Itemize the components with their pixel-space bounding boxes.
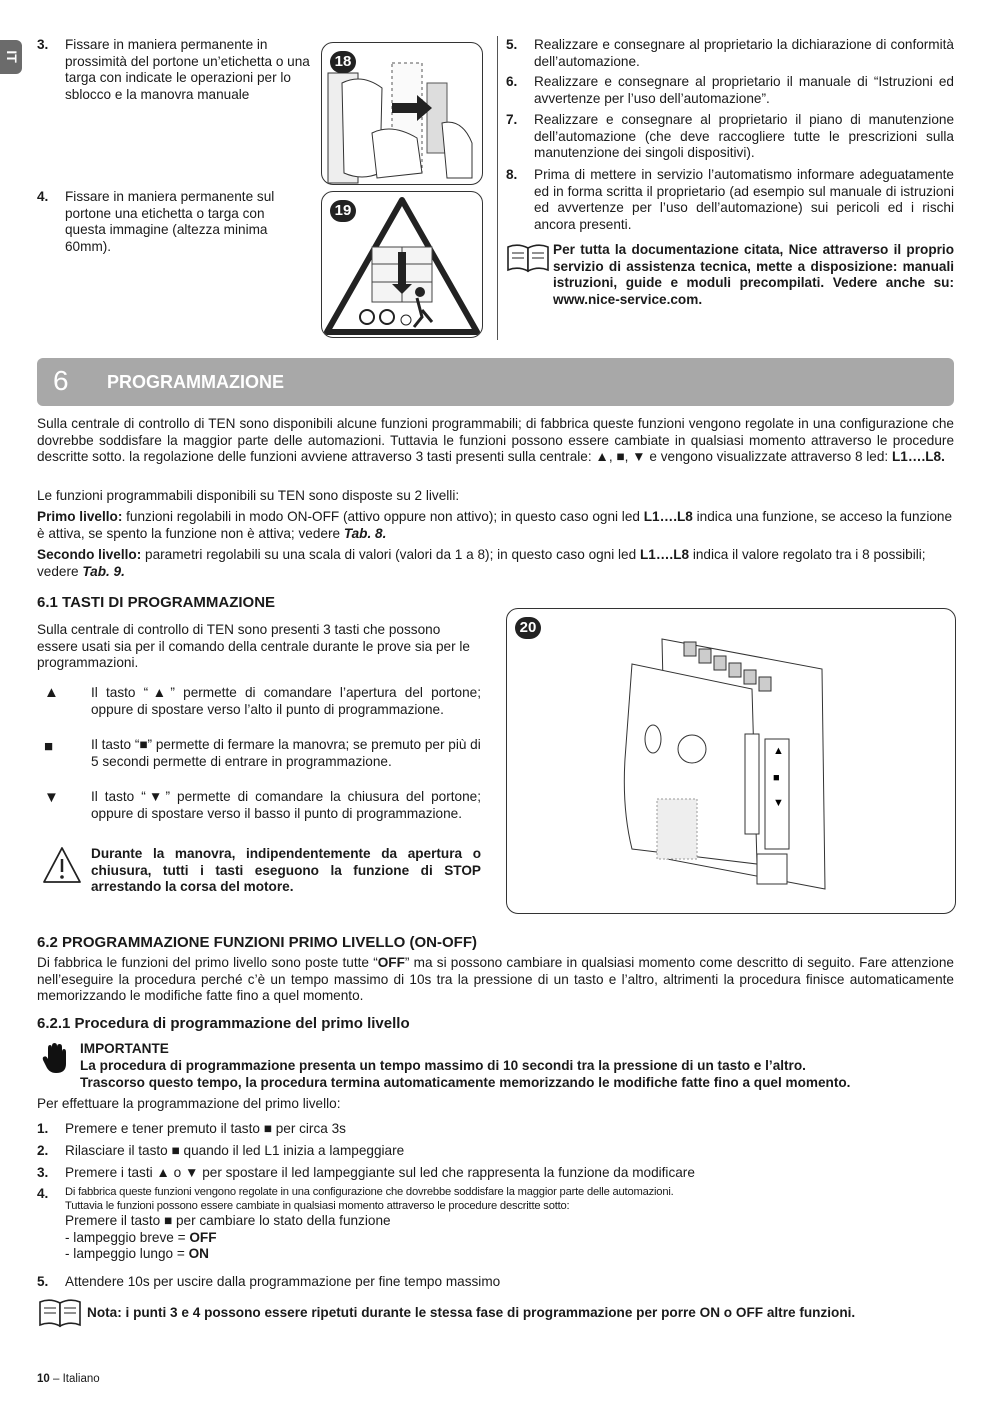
control-unit-illustration	[507, 609, 955, 913]
heading-6-2: 6.2 PROGRAMMAZIONE FUNZIONI PRIMO LIVELLO (ON-OFF)	[37, 934, 477, 951]
step-3: 3. Fissare in maniera permanente in prossimità del portone un’etichetta o una targa con indicate le operazioni per lo sblocco e la manovra manuale	[37, 37, 310, 102]
figure-18	[321, 42, 483, 185]
step-7: 7. Realizzare e consegnare al proprietario il piano di manutenzione dell’automazione (che deve raccogliere tutte le prescrizioni sulla manutenzione dei singoli dispositivi).	[506, 112, 954, 161]
figure-number: 19	[330, 200, 356, 222]
section-header: 6 PROGRAMMAZIONE	[37, 358, 954, 406]
important-line-2: Trascorso questo tempo, la procedura termina automaticamente memorizzando le modifiche fatte fino a quel momento.	[80, 1075, 851, 1090]
procedure-step-2: 2. Rilasciare il tasto ■ quando il led L1 inizia a lampeggiare	[37, 1143, 405, 1158]
intro-paragraph-1: Sulla centrale di controllo di TEN sono disponibili alcune funzioni programmabili; di fabbrica queste funzioni vengono regolate in una configurazione che dovrebbe soddisfare la maggior parte delle automazioni. Tuttavia le funzioni possono essere cambiate in qualsiasi momento attraverso le procedure descritte sotto. la regolazione delle funzioni avviene attraverso 3 tasti presenti sulla centrale: ▲, ■, ▼ e vengono visualizzate attraverso 8 led: L1….L8.	[37, 416, 954, 465]
figure-20	[506, 608, 956, 914]
down-arrow-icon: ▼	[44, 789, 59, 806]
down-key-icon: ▼	[773, 797, 784, 809]
intro-paragraph-4: Secondo livello: parametri regolabili su una scala di valori (valori da 1 a 8); in questo caso ogni led L1….L8 indica il valore regolato tra i 8 possibili; vedere Tab. 9.	[37, 547, 926, 579]
stop-key-icon: ■	[773, 772, 780, 784]
figure-19	[321, 191, 483, 338]
procedure-lead: Per effettuare la programmazione del primo livello:	[37, 1096, 341, 1111]
up-arrow-icon: ▲	[44, 684, 59, 701]
heading-6-1: 6.1 TASTI DI PROGRAMMAZIONE	[37, 594, 276, 611]
repeat-note: Nota: i punti 3 e 4 possono essere ripetuti durante le stessa fase di programmazione per porre ON o OFF altre funzioni.	[87, 1305, 856, 1320]
figure-number: 18	[330, 51, 356, 73]
documentation-note: Per tutta la documentazione citata, Nice attraverso il proprio servizio di assistenza tecnica, mette a disposizione: manuali istruzioni, guide e moduli precompilati. Vedere anche su: www.nice-service.com.	[553, 242, 954, 307]
book-icon	[38, 1298, 82, 1333]
procedure-step-4: 4. Di fabbrica queste funzioni vengono regolate in una configurazione che dovrebbe soddisfare la maggior parte delle automazioni. Tuttavia le funzioni possono essere cambiate in qualsiasi momento attraverso le procedure descritte sotto: Premere il tasto ■ per cambiare lo stato della funzione - lampeggio breve = OFF - lampeggio lungo = ON	[37, 1186, 674, 1262]
stop-warning: Durante la manovra, indipendentemente da apertura o chiusura, tutti i tasti eseguono la funzione di STOP arrestando la corsa del motore.	[91, 846, 481, 895]
important-line-1: La procedura di programmazione presenta un tempo massimo di 10 secondi tra la pressione di un tasto e l’altro.	[80, 1058, 806, 1073]
heading-6-2-1: 6.2.1 Procedura di programmazione del primo livello	[37, 1015, 410, 1032]
page-footer: 10 – Italiano	[37, 1373, 100, 1385]
s62-paragraph: Di fabbrica le funzioni del primo livello sono poste tutte “OFF” ma si possono cambiare in qualsiasi momento come descritto di seguito. Fare attenzione nell’eseguire la procedura perché c’è un tempo massimo di 10s tra la pressione di un tasto e l’altro, altrimenti la procedura finisce automaticamente memorizzando le modifiche fatte fino a quel momento.	[37, 955, 954, 1004]
key-stop-description: Il tasto “■” permette di fermare la manovra; se premuto per più di 5 secondi permette di entrare in programmazione.	[91, 737, 481, 769]
step-5: 5. Realizzare e consegnare al proprietario la dichiarazione di conformità dell’automazione.	[506, 37, 954, 69]
figure-number: 20	[515, 617, 541, 639]
up-key-icon: ▲	[773, 745, 784, 757]
intro-paragraph-3: Primo livello: funzioni regolabili in modo ON-OFF (attivo oppure non attivo); in questo caso ogni led L1….L8 indica una funzione, se acceso la funzione è attiva, se spento la funzione non è attiva; vedere Tab. 8.	[37, 509, 953, 541]
step-8: 8. Prima di mettere in servizio l’automatismo informare adeguatamente ed in forma scritta il proprietario (ad esempio sul manuale di istruzioni ed avvertenze per l’uso dell’automazione) sui pericoli ed i rischi ancora presenti.	[506, 167, 954, 232]
hand-stop-icon	[42, 1042, 68, 1079]
procedure-step-1: 1. Premere e tener premuto il tasto ■ per circa 3s	[37, 1121, 346, 1136]
key-up-description: Il tasto “▲” permette di comandare l’apertura del portone; oppure di spostare verso l’alto il punto di programmazione.	[91, 685, 481, 717]
warning-icon	[42, 846, 82, 889]
key-down-description: Il tasto “▼” permette di comandare la chiusura del portone; oppure di spostare verso il basso il punto di programmazione.	[91, 789, 481, 821]
language-tab: IT	[0, 40, 22, 74]
step-6: 6. Realizzare e consegnare al proprietario il manuale di “Istruzioni ed avvertenze per l’uso dell’automazione”.	[506, 74, 954, 106]
s61-intro: Sulla centrale di controllo di TEN sono presenti 3 tasti che possono essere usati sia per il comando della centrale durante le prove sia per le programmazioni.	[37, 622, 470, 671]
step-4: 4. Fissare in maniera permanente sul portone una etichetta o targa con questa immagine (altezza minima 60mm).	[37, 189, 275, 254]
procedure-step-3: 3. Premere i tasti ▲ o ▼ per spostare il led lampeggiante sul led che rappresenta la funzione da modificare	[37, 1165, 695, 1180]
intro-paragraph-2: Le funzioni programmabili disponibili su TEN sono disposte su 2 livelli:	[37, 488, 460, 503]
column-divider	[497, 36, 498, 340]
stop-square-icon: ■	[44, 738, 54, 755]
book-icon	[506, 243, 550, 278]
procedure-step-5: 5. Attendere 10s per uscire dalla programmazione per fine tempo massimo	[37, 1274, 501, 1289]
important-title: IMPORTANTE	[80, 1041, 169, 1056]
